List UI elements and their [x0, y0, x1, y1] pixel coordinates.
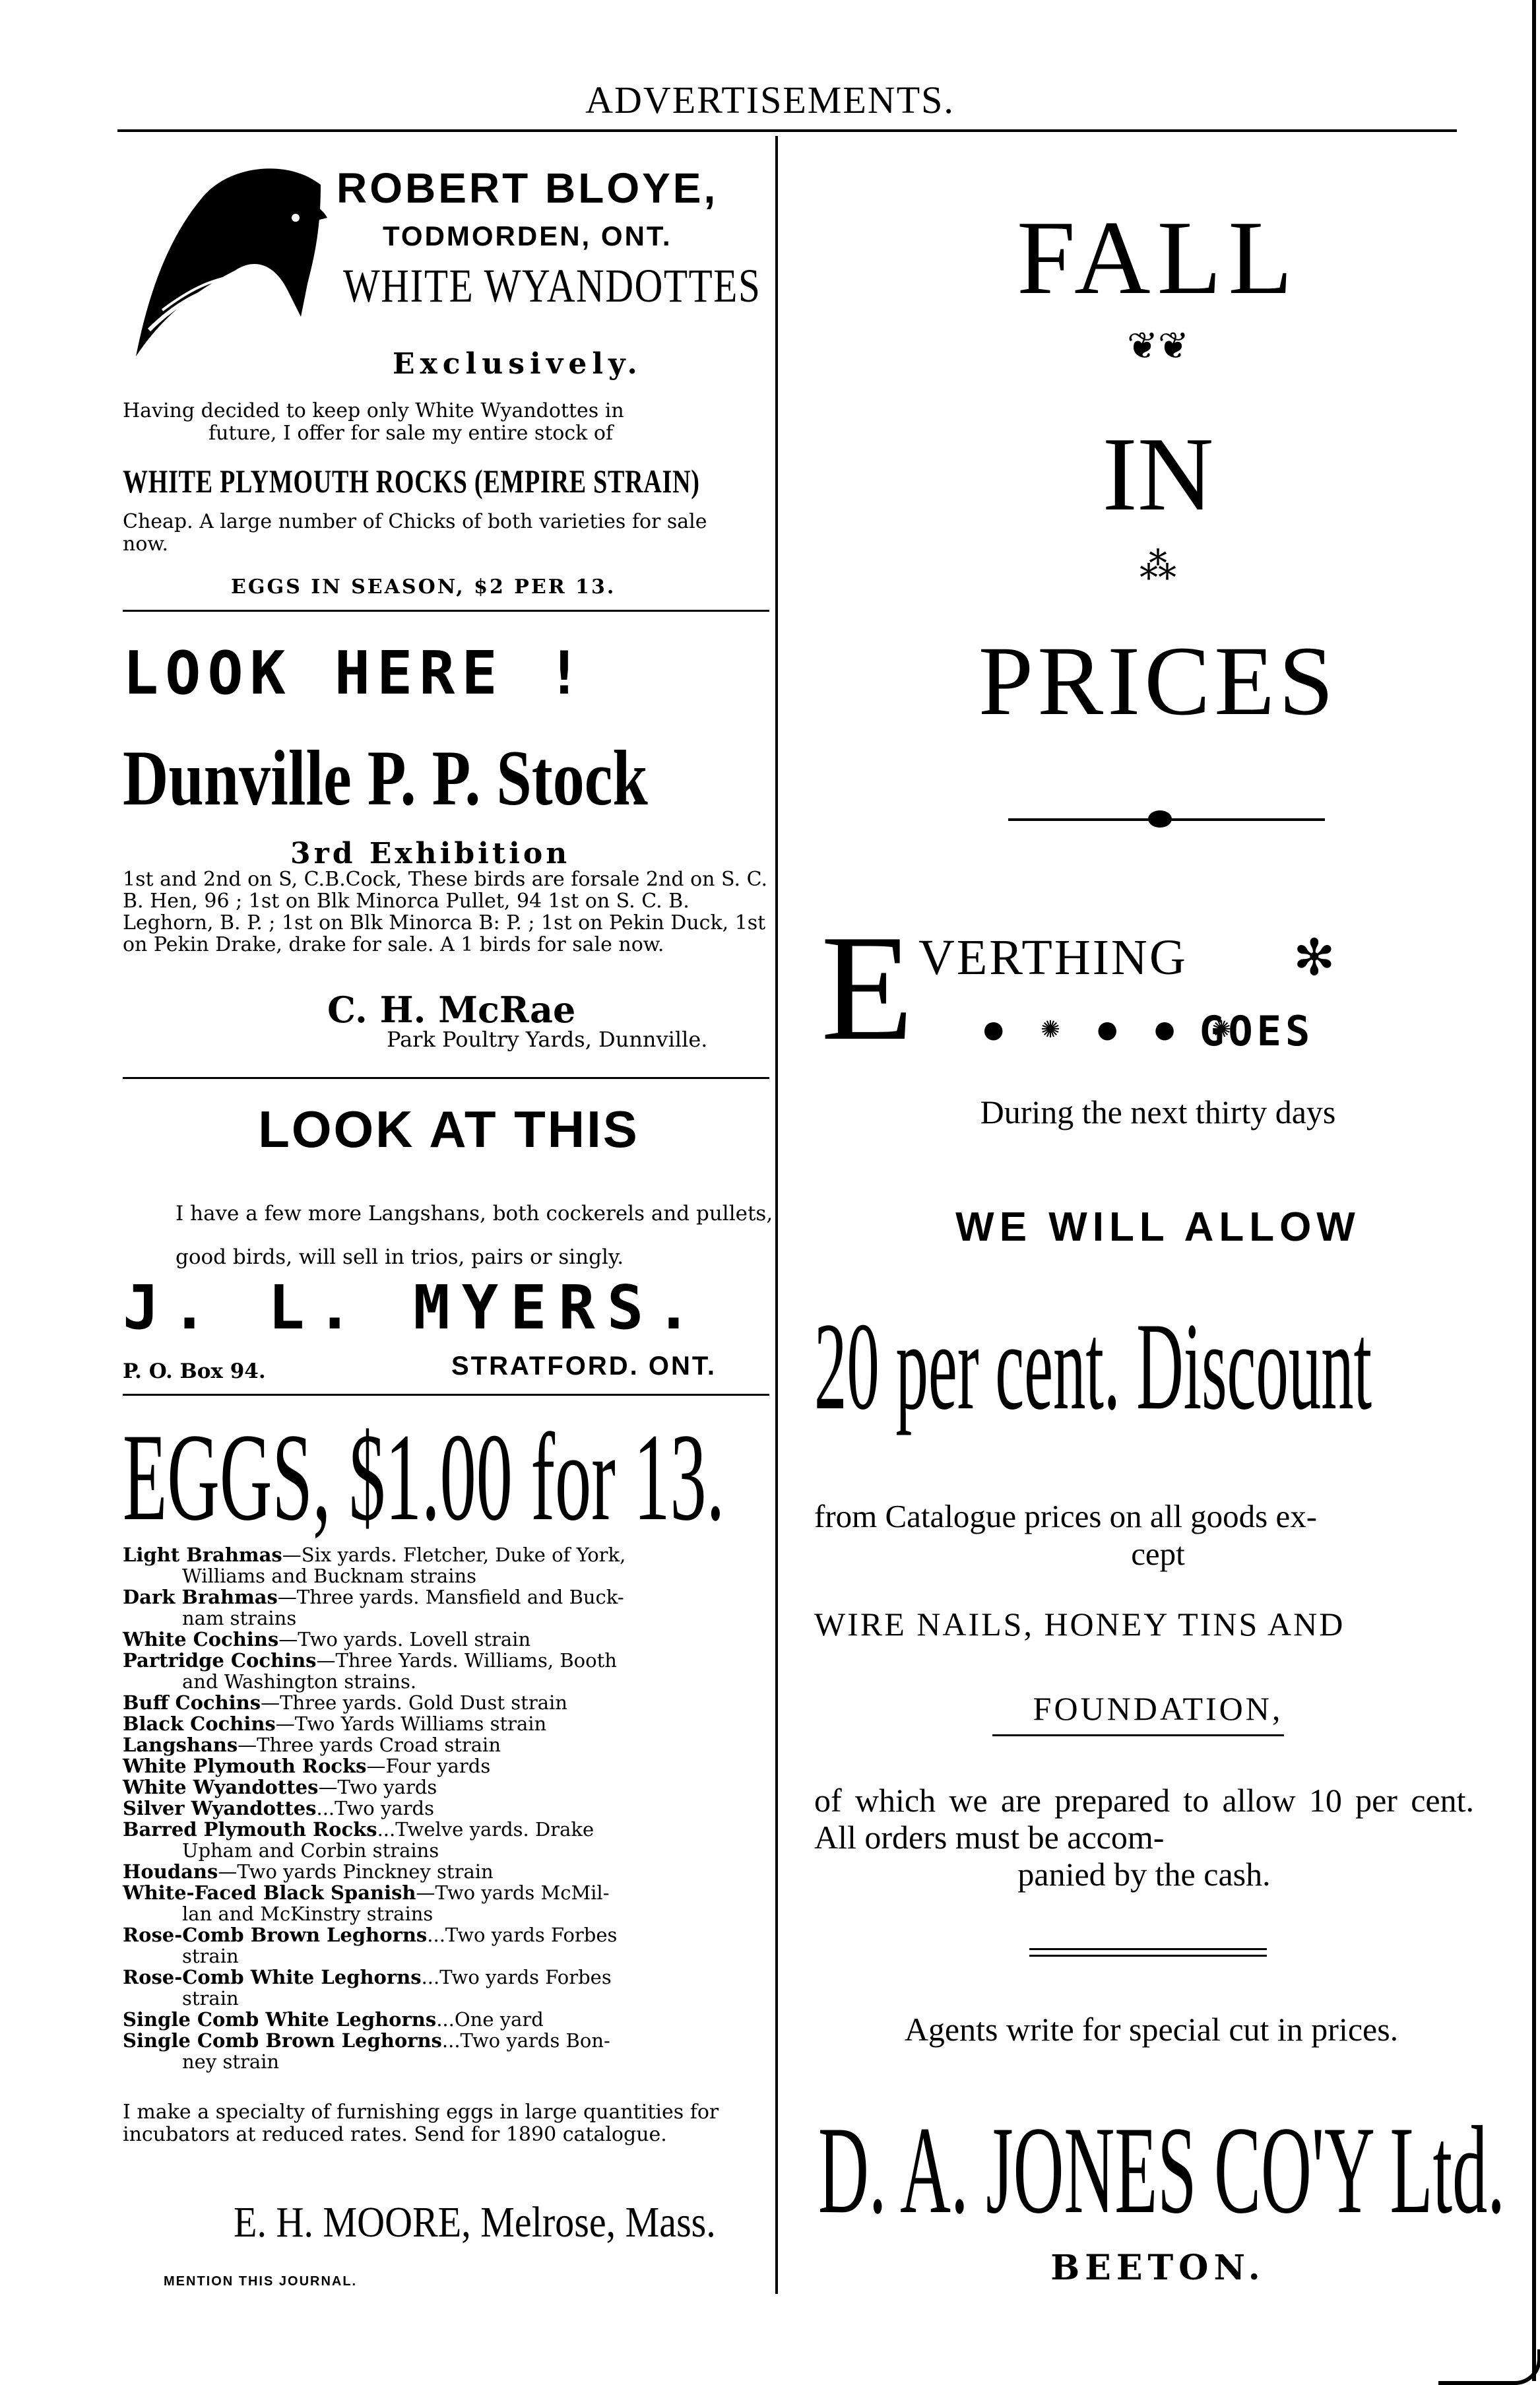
list-item: [123, 1755, 783, 1777]
breed-details-continued: strain: [182, 1987, 239, 2009]
advertiser-town: TODMORDEN, ONT.: [383, 220, 672, 251]
ad-headline: PRICES: [978, 626, 1338, 736]
underline: [992, 1734, 1284, 1736]
breed-name: Black Cochins: [123, 1713, 276, 1735]
page-header: ADVERTISEMENTS.: [585, 79, 955, 121]
desc-line: future, I offer for sale my entire stock of: [209, 422, 614, 445]
breed-name: Rose-Comb White Leghorns: [123, 1966, 422, 1988]
list-item: [123, 1882, 783, 1903]
desc-line: panied by the cash.: [1017, 1856, 1271, 1893]
breed-details: —Two yards. Lovell strain: [278, 1628, 531, 1650]
breed-details: —Two yards: [318, 1776, 437, 1798]
advertiser-name: E. H. MOORE, Melrose, Mass.: [234, 2198, 716, 2246]
ad-title: Dunville P. P. Stock: [123, 734, 648, 822]
ad-description: During the next thirty days: [980, 1094, 1336, 1130]
ad-divider: [123, 1077, 769, 1079]
breed-name: Langshans: [123, 1734, 238, 1756]
double-rule: [1029, 1948, 1267, 1950]
breed-details: ...Twelve yards. Drake: [377, 1818, 594, 1841]
breed-title: WHITE WYANDOTTES: [343, 259, 761, 312]
ornament-icon: [1148, 810, 1172, 828]
ad-headline: LOOK AT THIS: [258, 1100, 639, 1158]
advertiser-town: BEETON.: [1050, 2248, 1266, 2288]
exhibition-label: 3rd Exhibition: [290, 837, 571, 870]
breed-name: Partridge Cochins: [123, 1649, 317, 1672]
breed-name: Rose-Comb Brown Leghorns: [123, 1924, 428, 1946]
breed-name: Light Brahmas: [123, 1544, 282, 1566]
breed-details: —Three yards. Gold Dust strain: [261, 1691, 567, 1714]
breed-details: —Three yards. Mansfield and Buck-: [277, 1586, 624, 1608]
advertiser-town: STRATFORD. ONT.: [451, 1352, 717, 1381]
list-item: [123, 2030, 783, 2051]
breed-details: —Two yards Pinckney strain: [218, 1860, 494, 1883]
egg-price: EGGS IN SEASON, $2 PER 13.: [231, 575, 616, 599]
list-item: [123, 1629, 783, 1650]
list-item: [123, 1861, 783, 1882]
list-item: [123, 1777, 783, 1798]
stock-heading: WHITE PLYMOUTH ROCKS (EMPIRE STRAIN): [123, 463, 700, 500]
breed-details: ...Two yards Forbes: [427, 1924, 618, 1946]
ad-subheading: VERTHING: [918, 930, 1188, 985]
breed-details-continued: ney strain: [182, 2050, 280, 2073]
mention-note: MENTION THIS JOURNAL.: [164, 2274, 358, 2289]
list-item: [123, 1650, 783, 1671]
star-icon: ✻: [1293, 928, 1335, 987]
breed-name: Dark Brahmas: [123, 1586, 278, 1608]
list-item: [123, 1544, 783, 1565]
page-corner: [1438, 2349, 1540, 2385]
breed-name: Houdans: [123, 1860, 218, 1883]
ad-description: [123, 400, 756, 445]
breed-name: White-Faced Black Spanish: [123, 1881, 416, 1904]
header-rule: [117, 129, 1457, 132]
breed-details-continued: and Washington strains.: [182, 1670, 417, 1693]
breed-details: —Two yards McMil-: [416, 1881, 610, 1904]
breed-details-continued: strain: [182, 1945, 239, 1967]
advertiser-name: ROBERT BLOYE,: [337, 164, 719, 212]
breed-name: Buff Cochins: [123, 1691, 261, 1714]
advertiser-address: Park Poultry Yards, Dunnville.: [387, 1027, 708, 1052]
ad-description: Agents write for special cut in prices.: [904, 2011, 1399, 2048]
breed-name: Silver Wyandottes: [123, 1797, 317, 1819]
double-rule: [1029, 1955, 1267, 1957]
ad-description: I have a few more Langshans, both cockerels and pullets, good birds, will sell in trios, pairs or singly.: [176, 1202, 773, 1269]
ad-description: cept: [1131, 1536, 1185, 1572]
breed-name: White Plymouth Rocks: [123, 1755, 367, 1777]
breed-details: —Four yards: [366, 1755, 491, 1777]
breed-details-continued: Williams and Bucknam strains: [182, 1565, 477, 1587]
breed-details: ...Two yards Bon-: [441, 2029, 610, 2052]
ad-description: I make a specialty of furnishing eggs in large quantities for incubators at reduced rates. Send for 1890 catalogue.: [123, 2101, 719, 2146]
ad-divider: [123, 1394, 769, 1396]
breed-details: —Two Yards Williams strain: [275, 1713, 547, 1735]
ad-headline: EGGS, $1.00 for 13.: [123, 1408, 725, 1547]
breed-name: Single Comb Brown Leghorns: [123, 2029, 442, 2052]
breed-details: ...One yard: [436, 2008, 544, 2031]
breed-name: White Cochins: [123, 1628, 279, 1650]
desc-line: Having decided to keep only White Wyandottes in: [123, 399, 624, 422]
po-box: P. O. Box 94.: [123, 1359, 266, 1383]
page-edge: [1532, 0, 1536, 2381]
advertiser-name: C. H. McRae: [327, 989, 576, 1031]
advertiser-name: D. A. JONES CO'Y Ltd.: [818, 2101, 1505, 2240]
breed-details-continued: Upham and Corbin strains: [182, 1839, 439, 1862]
ornament-icon: ❦❦: [1127, 325, 1189, 368]
ornament-icon: ● ✺ ● ● ✺: [983, 1016, 1246, 1043]
ad-description: from Catalogue prices on all goods ex-: [814, 1498, 1318, 1534]
ad-headline: FALL: [1016, 199, 1300, 316]
ad-subheading: GOES: [1200, 1007, 1314, 1055]
breed-name: Barred Plymouth Rocks: [123, 1818, 377, 1841]
breed-details: —Three Yards. Williams, Booth: [316, 1649, 617, 1672]
discount-headline: 20 per cent. Discount: [814, 1297, 1372, 1436]
breed-list: [123, 1544, 783, 2072]
ad-description: 1st and 2nd on S, C.B.Cock, These birds are forsale 2nd on S. C. B. Hen, 96 ; 1st on Blk Minorca Pullet, 94 1st on S. C. B. Leghorn, B. P. ; 1st on Blk Minorca B: P. ; 1st on Pekin Duck, 1st on Pekin Drake, drake for sale. A 1 birds for sale now.: [123, 868, 767, 956]
breed-details-continued: lan and McKinstry strains: [182, 1903, 433, 1925]
list-item: [123, 2009, 783, 2030]
breed-details: —Six yards. Fletcher, Duke of York,: [282, 1544, 626, 1566]
exception-list: FOUNDATION,: [1033, 1690, 1283, 1727]
ad-description: [814, 1782, 1474, 1893]
ad-divider: [123, 610, 769, 612]
ornament-icon: ⁂: [1139, 545, 1176, 588]
list-item: [123, 1819, 783, 1840]
exclusively-label: Exclusively.: [393, 347, 643, 381]
ad-headline: IN: [1102, 415, 1214, 533]
list-item: [123, 1924, 783, 1945]
ad-description: Cheap. A large number of Chicks of both varieties for sale now.: [123, 510, 707, 556]
ad-subheading: WE WILL ALLOW: [955, 1204, 1361, 1250]
advertiser-name: J. L. MYERS.: [123, 1272, 704, 1343]
list-item: [123, 1586, 783, 1608]
desc-line: of which we are prepared to allow 10 per cent. All orders must be accom-: [814, 1782, 1474, 1856]
list-item: [123, 1713, 783, 1734]
breed-details-continued: nam strains: [182, 1607, 297, 1629]
breed-details: —Three yards Croad strain: [238, 1734, 501, 1756]
breed-name: White Wyandottes: [123, 1776, 319, 1798]
ad-headline: LOOK HERE !: [123, 639, 589, 708]
breed-details: ...Two yards Forbes: [421, 1966, 612, 1988]
bird-head-illustration: [123, 158, 334, 383]
list-item: [123, 1734, 783, 1755]
list-item: [123, 1692, 783, 1713]
drop-cap: E: [821, 903, 914, 1072]
exception-list: WIRE NAILS, HONEY TINS AND: [814, 1606, 1345, 1643]
breed-name: Single Comb White Leghorns: [123, 2008, 437, 2031]
list-item: [123, 1967, 783, 1988]
breed-details: ...Two yards: [316, 1797, 434, 1819]
list-item: [123, 1798, 783, 1819]
